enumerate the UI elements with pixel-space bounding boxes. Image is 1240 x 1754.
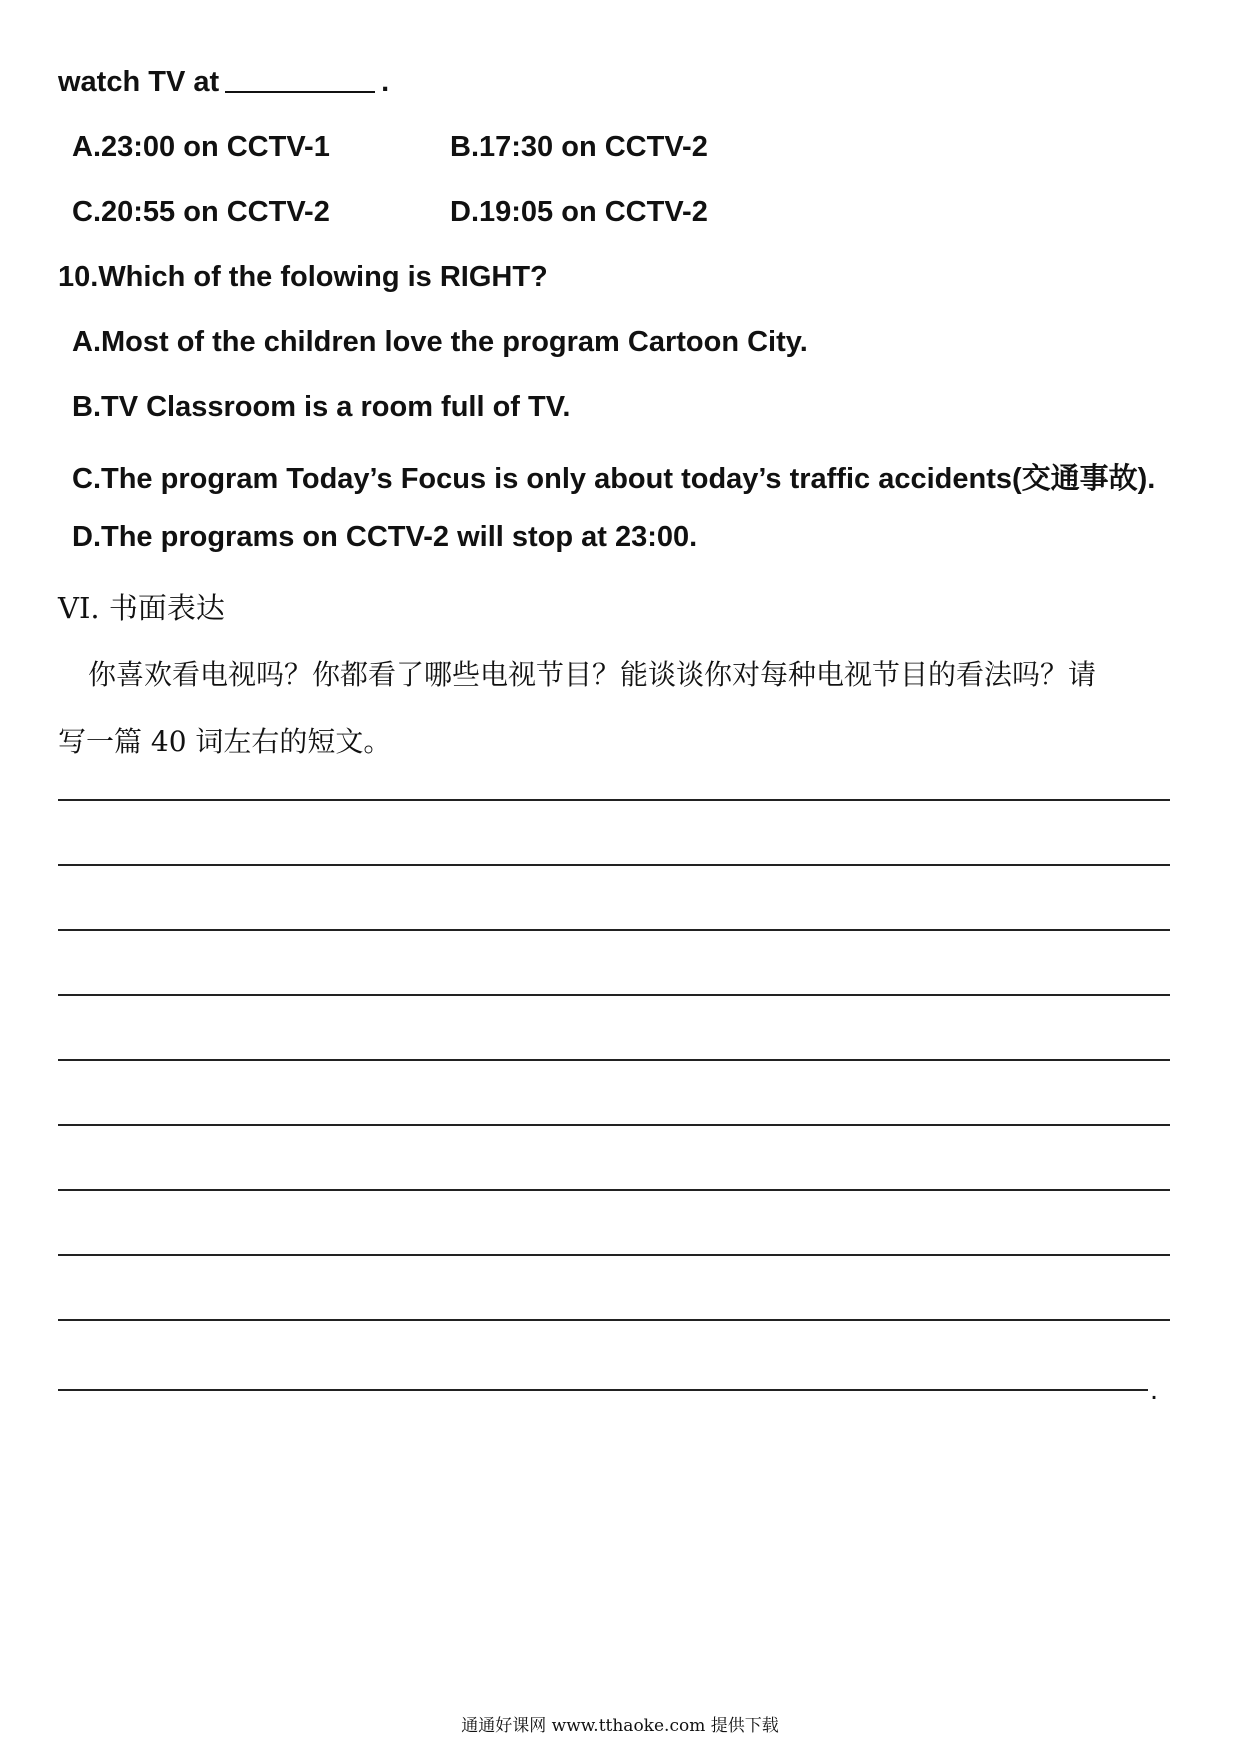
q10-option-b: B.TV Classroom is a room full of TV. xyxy=(72,391,571,423)
answer-line[interactable] xyxy=(58,1189,1170,1191)
q9-option-d: D.19:05 on CCTV-2 xyxy=(450,196,708,228)
final-period: . xyxy=(1150,1374,1159,1406)
q10-option-c: C.The program Today’s Focus is only about today’s traffic accidents(交通事故). xyxy=(72,463,1156,495)
answer-line[interactable] xyxy=(58,929,1170,931)
answer-line[interactable] xyxy=(58,1319,1170,1321)
writing-section-title: VI. 书面表达 xyxy=(58,591,225,625)
answer-line[interactable] xyxy=(58,994,1170,996)
q9-option-c: C.20:55 on CCTV-2 xyxy=(72,196,330,228)
q10-option-a: A.Most of the children love the program Cartoon City. xyxy=(72,326,808,358)
writing-prompt-line2: 写一篇 40 词左右的短文。 xyxy=(58,725,392,758)
q9-stem-prefix: watch TV at xyxy=(58,66,220,98)
footer-source: 通通好课网 www.tthaoke.com 提供下载 xyxy=(461,1716,779,1736)
q10-option-d: D.The programs on CCTV-2 will stop at 23:00. xyxy=(72,521,698,553)
q9-answer-blank[interactable] xyxy=(225,67,375,93)
answer-line[interactable] xyxy=(58,864,1170,866)
answer-line[interactable] xyxy=(58,1389,1148,1391)
q9-option-a: A.23:00 on CCTV-1 xyxy=(72,131,330,163)
answer-line[interactable] xyxy=(58,1124,1170,1126)
writing-prompt-line1: 你喜欢看电视吗？你都看了哪些电视节目？能谈谈你对每种电视节目的看法吗？请 xyxy=(88,658,1097,691)
q9-stem-suffix: . xyxy=(381,66,390,98)
q10-question: 10.Which of the folowing is RIGHT? xyxy=(58,261,548,293)
answer-line[interactable] xyxy=(58,1059,1170,1061)
answer-line[interactable] xyxy=(58,1254,1170,1256)
q9-option-b: B.17:30 on CCTV-2 xyxy=(450,131,708,163)
q9-stem-end xyxy=(58,66,389,99)
answer-line[interactable] xyxy=(58,799,1170,801)
